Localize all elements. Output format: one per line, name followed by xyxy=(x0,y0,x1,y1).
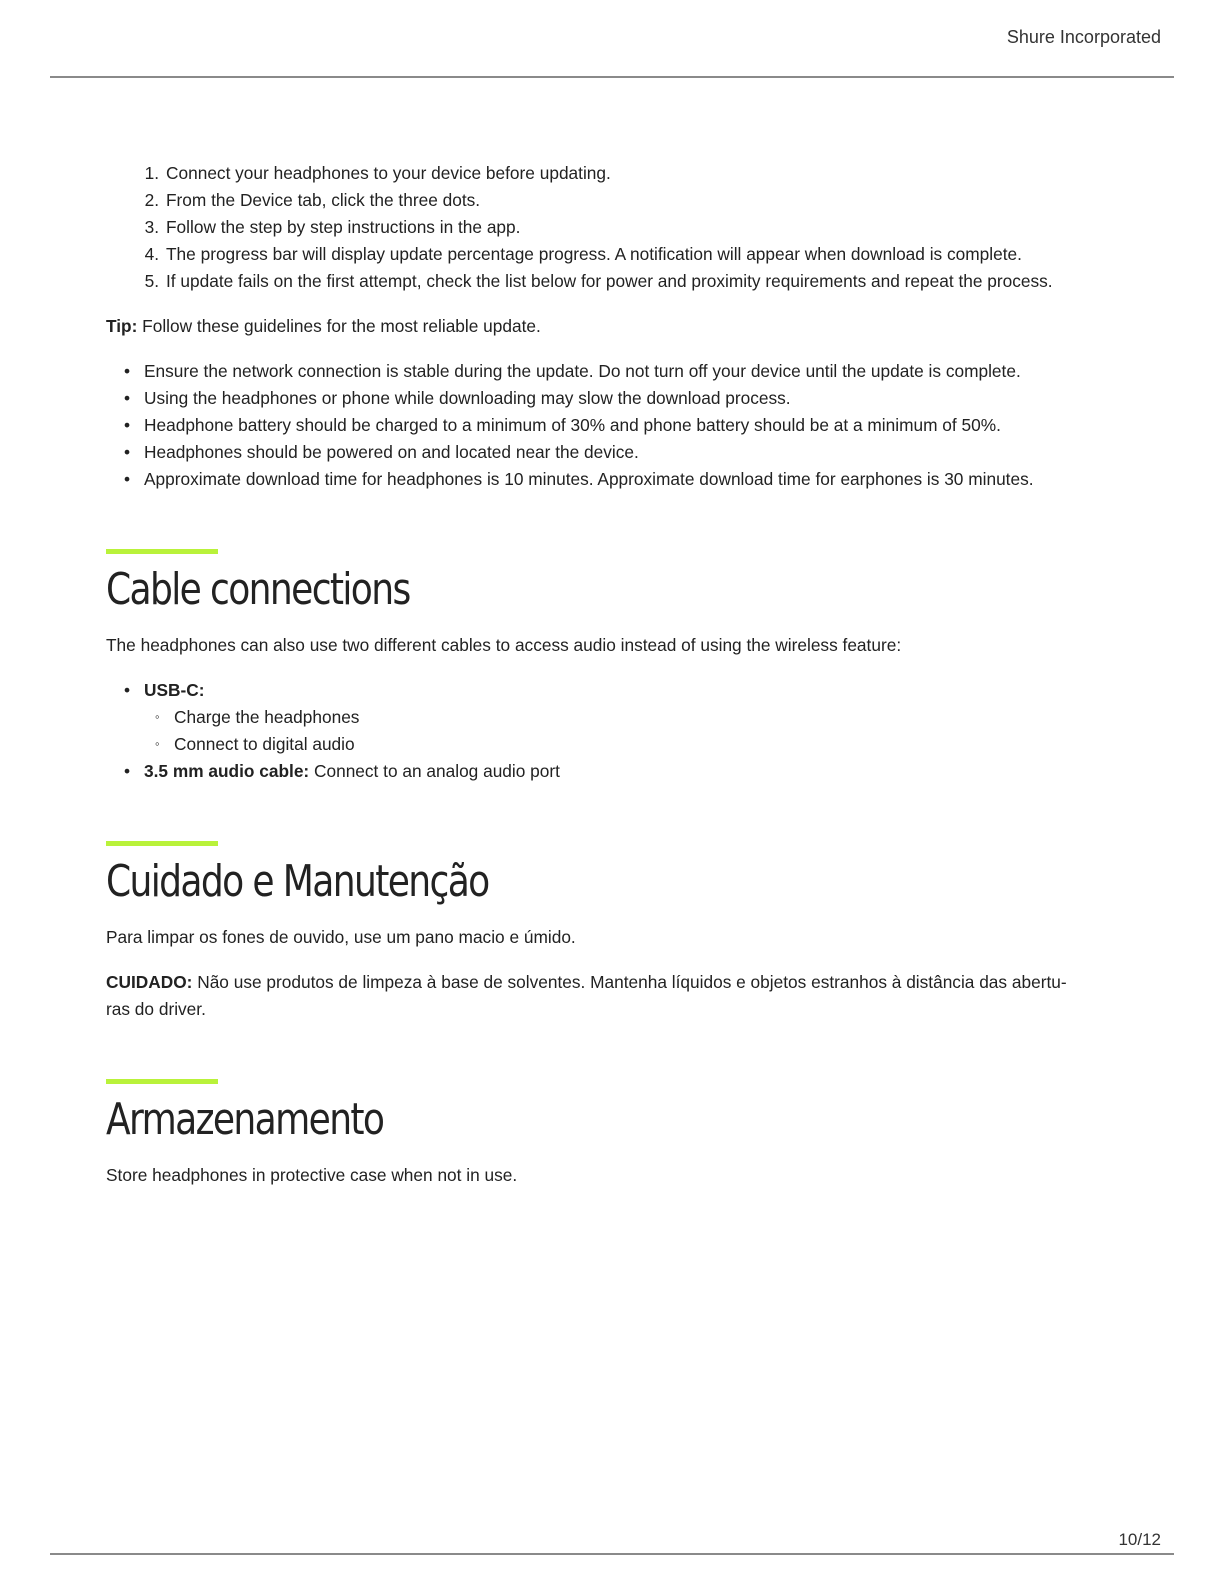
list-item xyxy=(106,187,1116,214)
list-item xyxy=(106,677,1116,758)
usb-c-label: USB-C: xyxy=(144,680,205,700)
step-text: From the Device tab, click the three dots. xyxy=(166,190,481,210)
list-item xyxy=(144,731,1116,758)
caution-paragraph xyxy=(106,969,1116,1023)
list-item xyxy=(106,758,1116,785)
guidelines-list xyxy=(106,358,1116,493)
sub-item-text: Charge the headphones xyxy=(174,707,360,727)
step-text: Follow the step by step instructions in the app. xyxy=(166,217,521,237)
guideline-text: Headphones should be powered on and located near the device. xyxy=(144,442,639,462)
storage-section xyxy=(106,1079,1116,1189)
bullet-icon: • xyxy=(124,415,131,435)
sub-bullet-icon: ◦ xyxy=(155,709,160,724)
section-text: Store headphones in protective case when not in use. xyxy=(106,1165,518,1185)
guideline-text: Headphone battery should be charged to a minimum of 30% and phone battery should be at a minimum of 50%. xyxy=(144,415,1001,435)
list-item xyxy=(106,412,1116,439)
list-item xyxy=(144,704,1116,731)
list-item xyxy=(106,439,1116,466)
section-intro: The headphones can also use two different cables to access audio instead of using the wireless feature: xyxy=(106,635,902,655)
bullet-icon: • xyxy=(124,442,131,462)
sub-item-text: Connect to digital audio xyxy=(174,734,355,754)
tip-text: Follow these guidelines for the most reliable update. xyxy=(137,316,541,336)
care-section xyxy=(106,841,1116,1023)
list-item xyxy=(106,241,1116,268)
header-divider xyxy=(50,76,1174,78)
section-title: Cuidado e Manutenção xyxy=(106,856,489,907)
section-title: Armazenamento xyxy=(106,1094,384,1145)
list-item xyxy=(106,466,1116,493)
bullet-icon: • xyxy=(124,680,131,700)
step-number: 3. xyxy=(144,217,159,237)
list-item xyxy=(106,160,1116,187)
guideline-text: Approximate download time for headphones is 10 minutes. Approximate download time for earphones is 30 minutes. xyxy=(144,469,1034,489)
cable-list xyxy=(106,677,1116,785)
step-text: Connect your headphones to your device before updating. xyxy=(166,163,611,183)
header-company-name: Shure Incorporated xyxy=(1006,27,1161,47)
step-number: 2. xyxy=(144,190,159,210)
section-intro: Para limpar os fones de ouvido, use um pano macio e úmido. xyxy=(106,927,576,947)
analog-cable-text: Connect to an analog audio port xyxy=(309,761,560,781)
page-content xyxy=(106,160,1116,1189)
bullet-icon: • xyxy=(124,761,131,781)
analog-cable-label: 3.5 mm audio cable: xyxy=(144,761,310,781)
guideline-text: Ensure the network connection is stable during the update. Do not turn off your device until the update is complete. xyxy=(144,361,1021,381)
list-item xyxy=(106,358,1116,385)
usb-c-sublist xyxy=(144,704,1116,758)
section-title: Cable connections xyxy=(106,564,410,615)
footer-divider xyxy=(50,1553,1174,1555)
section-accent-bar xyxy=(106,841,218,846)
bullet-icon: • xyxy=(124,361,131,381)
tip-paragraph xyxy=(106,313,1116,340)
bullet-icon: • xyxy=(124,388,131,408)
tip-label: Tip: xyxy=(106,316,138,336)
step-text: The progress bar will display update percentage progress. A notification will appear when download is complete. xyxy=(166,244,1022,264)
caution-text-line2: ras do driver. xyxy=(106,999,206,1019)
step-number: 4. xyxy=(144,244,159,264)
list-item xyxy=(106,385,1116,412)
step-text: If update fails on the first attempt, check the list below for power and proximity requirements and repeat the process. xyxy=(166,271,1053,291)
bullet-icon: • xyxy=(124,469,131,489)
guideline-text: Using the headphones or phone while downloading may slow the download process. xyxy=(144,388,791,408)
page-number: 10/12 xyxy=(1118,1530,1161,1549)
cable-connections-section xyxy=(106,549,1116,785)
step-number: 5. xyxy=(144,271,159,291)
list-item xyxy=(106,268,1116,295)
caution-text-line1: Não use produtos de limpeza à base de solventes. Mantenha líquidos e objetos estranhos à distância das abertu- xyxy=(192,972,1067,992)
caution-label: CUIDADO: xyxy=(106,972,193,992)
list-item xyxy=(106,214,1116,241)
section-accent-bar xyxy=(106,549,218,554)
section-accent-bar xyxy=(106,1079,218,1084)
step-number: 1. xyxy=(144,163,159,183)
sub-bullet-icon: ◦ xyxy=(155,736,160,751)
update-steps-list xyxy=(106,160,1116,295)
